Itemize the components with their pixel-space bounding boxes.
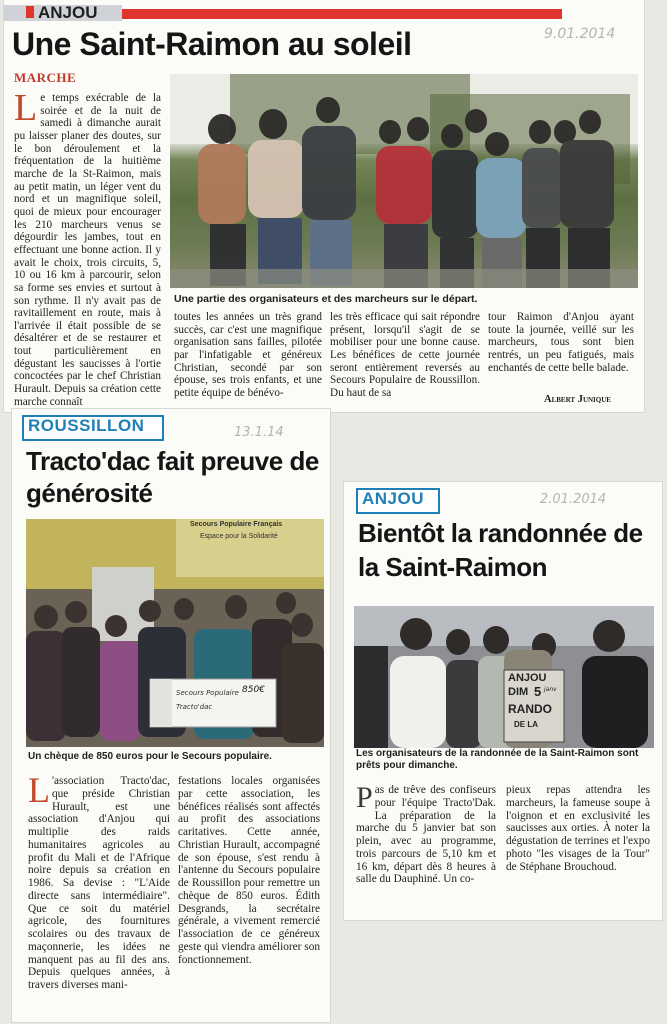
section-label: ANJOU bbox=[38, 3, 98, 22]
photo-caption: Les organisateurs de la randonnée de la Saint-Raimon sont prêts pour dimanche. bbox=[356, 748, 639, 771]
photo-caption: Une partie des organisateurs et des marcheurs sur le départ. bbox=[174, 293, 478, 305]
sign-dim: DIM bbox=[508, 686, 529, 698]
body-column-4: tour Raimon d'Anjou ayant toute la journée, veillé sur les marcheurs, tous sont bien rentrés, un peu fatigués, mais enchantés de cette belle balade. bbox=[488, 311, 634, 374]
body-column-1 bbox=[28, 770, 170, 992]
headline: Bientôt la randonnée de la Saint-Raimon bbox=[358, 518, 643, 582]
drop-cap: L bbox=[14, 87, 38, 129]
headline: Une Saint-Raimon au soleil bbox=[12, 26, 412, 62]
cheque-photo bbox=[26, 519, 324, 747]
body-text: e temps exécrable de la soirée et de la nuit de samedi à dimanche aurait pu laisser planer des doutes, sur le bon déroulement et la fréquentation de la huitième marche de la St-Raimon, mais au petit matin, un léger vent du nord et un magnifique soleil, quoi de mieux pour encourager les 210 marcheurs venus se dégourdir les jambes, tout en effectuant une bonne action. Il y avait le choix, trois circuits, 5, 10 ou 16 km à parcourir, selon sa forme ses envies et surtout à son rythme. Il n'y avait pas de ravitaillement en route, mais à l'arrivée il était possible de se désaltérer et de se restaurer et tout particulièrement en dégustant les saucisses à l'ortie concoctées par le chef Christian Hurault. Depuis sa création cette marche connaît bbox=[14, 92, 161, 408]
sign-anjou: ANJOU bbox=[508, 672, 547, 684]
handwritten-date: 13.1.14 bbox=[234, 425, 284, 440]
body-column-2: toutes les années un très grand succès, car c'est une magnifique organisation sans failles, pilotée par l'infatigable et généreux Christian, secondé par son épouse, ses trois enfants, et une petite équipe de bénévo- bbox=[174, 311, 322, 399]
organisers-photo bbox=[354, 606, 654, 748]
body-column-2: pieux repas attendra les marcheurs, la fameuse soupe à l'oignon et en exclusivité les saucisses aux orties. À noter la dégustation de terrines et l'expo photo "les visages de la Tour" de Stéphane Brouchoud. bbox=[506, 784, 650, 873]
cheque-payee: Secours Populaire bbox=[176, 689, 239, 697]
handwritten-date: 2.01.2014 bbox=[540, 492, 607, 507]
body-text: 'association Tracto'dac, que préside Christian Hurault, est une association d'Anjou qui multiplie des raids humanitaires agricoles au profit du Mali et de l'Afrique noire depuis sa création en 1986. Sa devise : "L'Aide directe sans intermédiaire". Que ce soit du matériel agricole, des fournitures scolaires ou des travaux de maçonnerie, les idées ne manquent pas au fil des ans. Depuis quelques années, à travers diverses mani- bbox=[28, 775, 170, 991]
drop-cap: L bbox=[28, 770, 50, 810]
byline: Albert Junique bbox=[544, 394, 611, 405]
sign-secours-line2: Espace pour la Solidarité bbox=[200, 533, 278, 540]
cheque-photo-svg bbox=[26, 519, 324, 747]
cheque-from: Tracto'dac bbox=[176, 703, 213, 711]
group-photo bbox=[170, 74, 638, 288]
cheque-amount: 850€ bbox=[242, 685, 265, 695]
section-label: ROUSSILLON bbox=[28, 416, 145, 435]
sign-rando: RANDO bbox=[508, 702, 552, 716]
sign-de-la: DE LA bbox=[514, 720, 538, 729]
sign-secours-line1: Secours Populaire Français bbox=[190, 521, 283, 528]
body-column-1 bbox=[14, 87, 161, 408]
sign-day: 5 bbox=[534, 684, 542, 699]
headline: Tracto'dac fait preuve de générosité bbox=[26, 446, 319, 508]
photo-caption: Un chèque de 850 euros pour le Secours populaire. bbox=[28, 751, 272, 762]
organisers-photo-svg bbox=[354, 606, 654, 748]
body-column-2: festations locales organisées par cette association, les bénéfices réalisés sont affectés au profit des associations caritatives. Cette année, Christian Hurault, accompagné de son épouse, s'est rendu à l'antenne du Secours populaire de Roussillon pour remettre un chèque de 850 euros. Édith Desgrands, la secrétaire générale, a vivement remercié l'association de ce généreux geste qui viendra améliorer son fonctionnement. bbox=[178, 775, 320, 966]
section-label: ANJOU bbox=[362, 489, 425, 508]
body-text: as de trêve des confiseurs pour l'équipe Tracto'Dak. La préparation de la marche du 5 janvier bat son plein, avec au programme, trois parcours de 5,10 km et 16 km, départ dès 8 heures à salle du Dauphiné. Un co- bbox=[356, 784, 496, 886]
group-photo-svg bbox=[170, 74, 638, 288]
body-column-3: les très efficace qui sait répondre présent, lorsqu'il s'agit de se mobiliser pour une bonne cause. Les bénéfices de cette journée seront entièrement reversés au Secours Populaire de Roussillon. Du haut de sa bbox=[330, 311, 480, 399]
kicker: MARCHE bbox=[14, 70, 77, 85]
body-column-1 bbox=[356, 781, 496, 886]
section-header-redline bbox=[122, 9, 562, 19]
article-clip-tractodac bbox=[12, 409, 330, 1022]
handwritten-date: 9.01.2014 bbox=[544, 26, 616, 42]
section-header-marker bbox=[26, 6, 34, 18]
article-clip-saint-raimon-soleil bbox=[4, 0, 644, 412]
sign-month: janv bbox=[544, 686, 557, 693]
article-clip-randonnee bbox=[344, 482, 662, 920]
drop-cap: P bbox=[356, 781, 373, 814]
